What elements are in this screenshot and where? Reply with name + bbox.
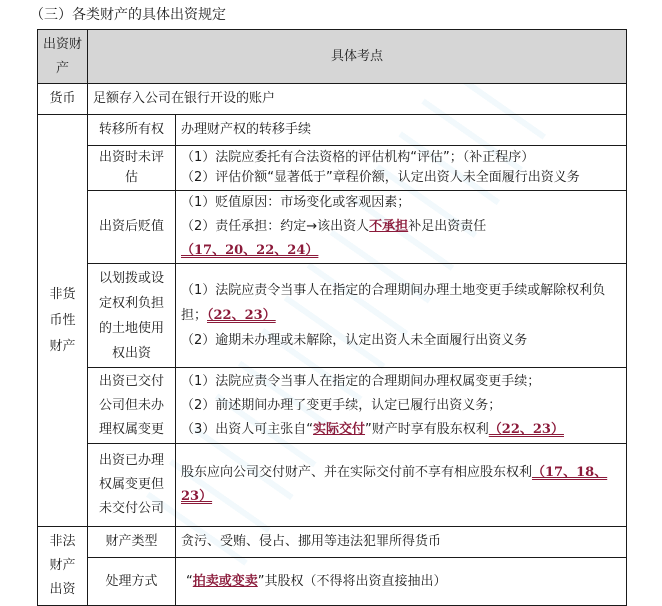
exam-year-reference: （22、23） (488, 421, 564, 437)
emphasis-text: 实际交付 (313, 421, 366, 437)
row-label: 出资已交付公司但未办理权属变更 (88, 368, 176, 444)
emphasis-text: 拍卖或变卖 (192, 573, 258, 589)
table-row (38, 191, 627, 264)
table-row (38, 146, 627, 191)
exam-year-reference: （22、23） (207, 308, 276, 323)
exam-year-reference: （17、20、22、24） (181, 243, 319, 258)
category-non-currency: 非货币性财产 (38, 115, 88, 527)
table-row-currency (38, 84, 627, 115)
table-row (38, 527, 627, 558)
section-title: （三）各类财产的具体出资规定 (30, 7, 226, 23)
capital-contribution-table (37, 29, 627, 606)
currency-content: 足额存入公司在银行开设的账户 (88, 84, 627, 115)
row-content: “拍卖或变卖”其股权（不得将出资直接抽出） (176, 558, 627, 606)
header-property: 出资财产 (38, 30, 88, 84)
table-row (38, 264, 627, 368)
row-content: 办理财产权的转移手续 (176, 115, 627, 146)
row-content: （1）贬值原因：市场变化或客观因素； （2）责任承担：约定→该出资人不承担补足出资责任（17、20、22、24） (176, 191, 627, 264)
table-row (38, 368, 627, 444)
exam-year-reference: （17、18、23） (181, 465, 608, 504)
header-points: 具体考点 (88, 30, 627, 84)
row-label: 以划拨或设定权利负担的土地使用权出资 (88, 264, 176, 368)
table-row (38, 115, 627, 146)
row-label: 出资后贬值 (88, 191, 176, 264)
row-content: （1）法院应委托有合法资格的评估机构“评估”；（补正程序） （2）评估价额“显著低于”章程价额，认定出资人未全面履行出资义务 (176, 146, 627, 191)
row-content: （1）法院应责令当事人在指定的合理期间办理权属变更手续； （2）前述期间办理了变更手续，认定已履行出资义务； （3）出资人可主张自“实际交付”财产时享有股东权利（22、23） (176, 368, 627, 444)
row-content: 股东应向公司交付财产、并在实际交付前不享有相应股东权利（17、18、23） (176, 444, 627, 527)
table-header-row (38, 30, 627, 84)
row-label: 财产类型 (88, 527, 176, 558)
table-row (38, 558, 627, 606)
row-label: 出资已办理权属变更但未交付公司 (88, 444, 176, 527)
table-row (38, 444, 627, 527)
row-content: （1）法院应责令当事人在指定的合理期间办理土地变更手续或解除权利负担；（22、23） （2）逾期未办理或未解除，认定出资人未全面履行出资义务 (176, 264, 627, 368)
row-content: 贪污、受贿、侵占、挪用等违法犯罪所得货币 (176, 527, 627, 558)
category-illegal: 非法财产出资 (38, 527, 88, 606)
row-label: 出资时未评估 (88, 146, 176, 191)
emphasis-text: 不承担 (369, 219, 409, 234)
row-label: 转移所有权 (88, 115, 176, 146)
category-currency: 货币 (38, 84, 88, 115)
row-label: 处理方式 (88, 558, 176, 606)
